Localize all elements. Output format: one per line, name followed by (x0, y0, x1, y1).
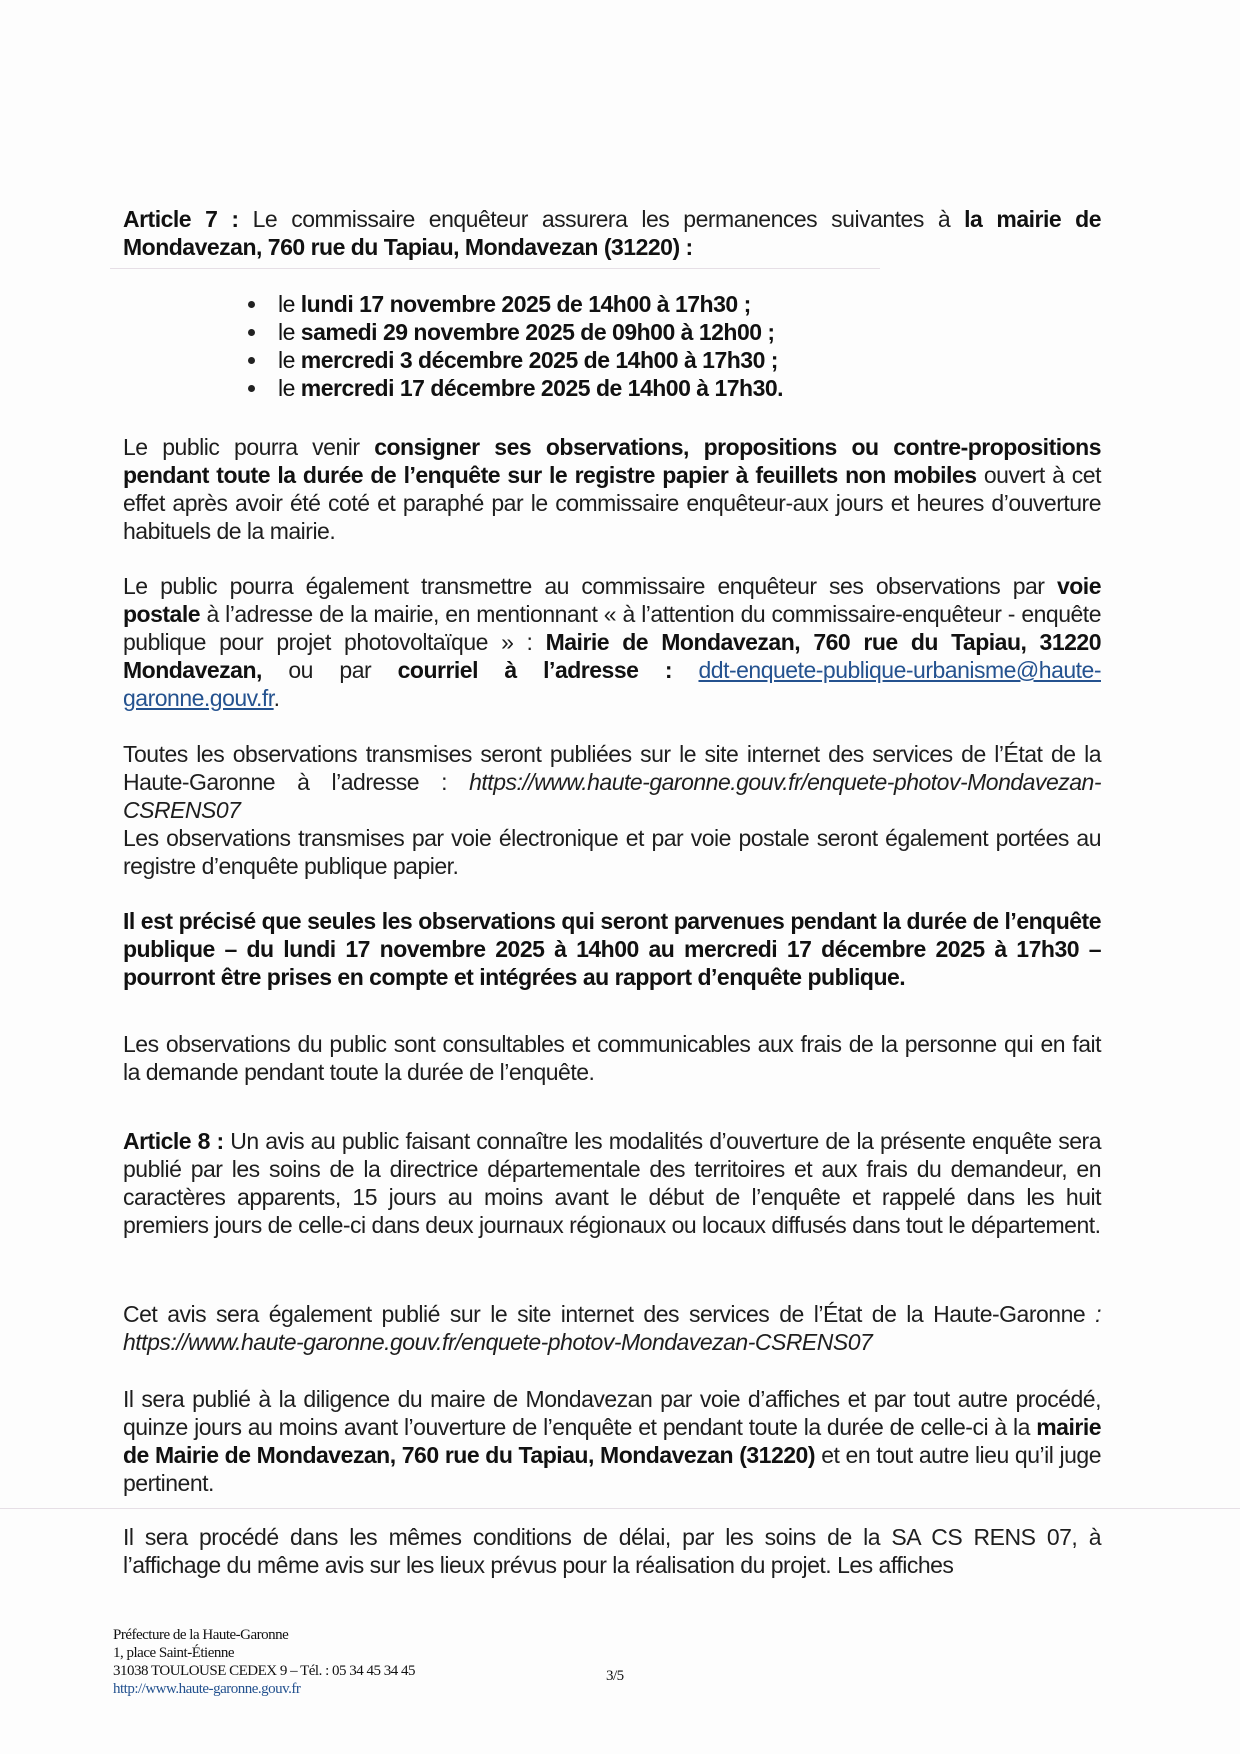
scan-rule (110, 268, 880, 269)
bullet-icon (248, 385, 255, 392)
email-link[interactable]: ddt-enquete-publique-urbanisme@haute-garonne.gouv.fr (123, 657, 1101, 711)
footer-street: 1, place Saint-Étienne (113, 1645, 235, 1661)
enquete-url: https://www.haute-garonne.gouv.fr/enquete-photov-Mondavezan-CSRENS07 (123, 769, 1101, 823)
paragraph-publication: Toutes les observations transmises seront publiées sur le site internet des services de l’État de la Haute-Garonne à l’adresse : https://www.haute-garonne.gouv.fr/enquete-photov-Mondavezan-CSRENS07 Les observations transmises par voie électronique et par voie postale seront également portées au registre d’enquête publique papier. (123, 741, 1101, 879)
paragraph-voie-postale: Le public pourra également transmettre au commissaire enquêteur ses observations par voie postale à l’adresse de la mairie, en mentionnant « à l’attention du commissaire-enquêteur - enquête publique pour projet photovoltaïque » : Mairie de Mondavezan, 760 rue du Tapiau, 31220 Mondavezan, ou par courriel à l’adresse : ddt-enquete-publique-urbanisme@haute-garonne.gouv.fr. (123, 573, 1102, 711)
bullet-icon (248, 301, 255, 308)
list-item: le samedi 29 novembre 2025 de 09h00 à 12h00 ; (238, 318, 783, 346)
list-item: le lundi 17 novembre 2025 de 14h00 à 17h30 ; (238, 290, 783, 318)
footer-website-link[interactable]: http://www.haute-garonne.gouv.fr (113, 1681, 301, 1697)
footer-address (113, 1626, 415, 1698)
paragraph-avis-site: Cet avis sera également publié sur le site internet des services de l’État de la Haute-Garonne : https://www.haute-garonne.gouv.fr/enquete-photov-Mondavezan-CSRENS07 (123, 1301, 1101, 1355)
paragraph-sacs: Il sera procédé dans les mêmes conditions de délai, par les soins de la SA CS RENS 07, à l’affichage du même avis sur les lieux prévus pour la réalisation du projet. Les affiches (123, 1524, 1101, 1578)
paragraph-registre: Le public pourra venir consigner ses observations, propositions ou contre-propositions pendant toute la durée de l’enquête sur le registre papier à feuillets non mobiles ouvert à cet effet après avoir été coté et paraphé par le commissaire enquêteur-aux jours et heures d’ouverture habituels de la mairie. (123, 434, 1102, 544)
bullet-icon (248, 357, 255, 364)
paragraph-consultables: Les observations du public sont consultables et communicables aux frais de la personne qui en fait la demande pendant toute la durée de l’enquête. (123, 1031, 1101, 1085)
scan-rule (0, 1508, 1240, 1509)
article-8: Article 8 : Un avis au public faisant connaître les modalités d’ouverture de la présente enquête sera publié par les soins de la directrice départementale des territoires et aux frais du demandeur, en caractères apparents, 15 jours au moins avant le début de l’enquête et rappelé dans les huit premiers jours de celle-ci dans deux journaux régionaux ou locaux diffusés dans tout le département. (123, 1128, 1101, 1238)
paragraph-affiches: Il sera publié à la diligence du maire de Mondavezan par voie d’affiches et par tout autre procédé, quinze jours au moins avant l’ouverture de l’enquête et pendant toute la durée de celle-ci à la mairie de Mairie de Mondavezan, 760 rue du Tapiau, Mondavezan (31220) et en tout autre lieu qu’il juge pertinent. (123, 1386, 1101, 1496)
article-8-label: Article 8 : (123, 1128, 224, 1154)
bullet-icon (248, 329, 255, 336)
footer-prefecture: Préfecture de la Haute-Garonne (113, 1627, 289, 1643)
paragraph-delai: Il est précisé que seules les observations qui seront parvenues pendant la durée de l’enquête publique – du lundi 17 novembre 2025 à 14h00 au mercredi 17 décembre 2025 à 17h30 – pourront être prises en compte et intégrées au rapport d’enquête publique. (123, 908, 1101, 990)
avis-url: : https://www.haute-garonne.gouv.fr/enquete-photov-Mondavezan-CSRENS07 (123, 1301, 1101, 1355)
article-7-intro: Article 7 : Le commissaire enquêteur assurera les permanences suivantes à la mairie de Mondavezan, 760 rue du Tapiau, Mondavezan (31220) : (123, 206, 1101, 260)
permanences-list (238, 290, 783, 402)
list-item: le mercredi 17 décembre 2025 de 14h00 à 17h30. (238, 374, 783, 402)
footer-city-phone: 31038 TOULOUSE CEDEX 9 – Tél. : 05 34 45 34 45 (113, 1663, 415, 1679)
article-7-label: Article 7 : (123, 206, 239, 232)
list-item: le mercredi 3 décembre 2025 de 14h00 à 17h30 ; (238, 346, 783, 374)
page-number: 3/5 (606, 1668, 624, 1684)
